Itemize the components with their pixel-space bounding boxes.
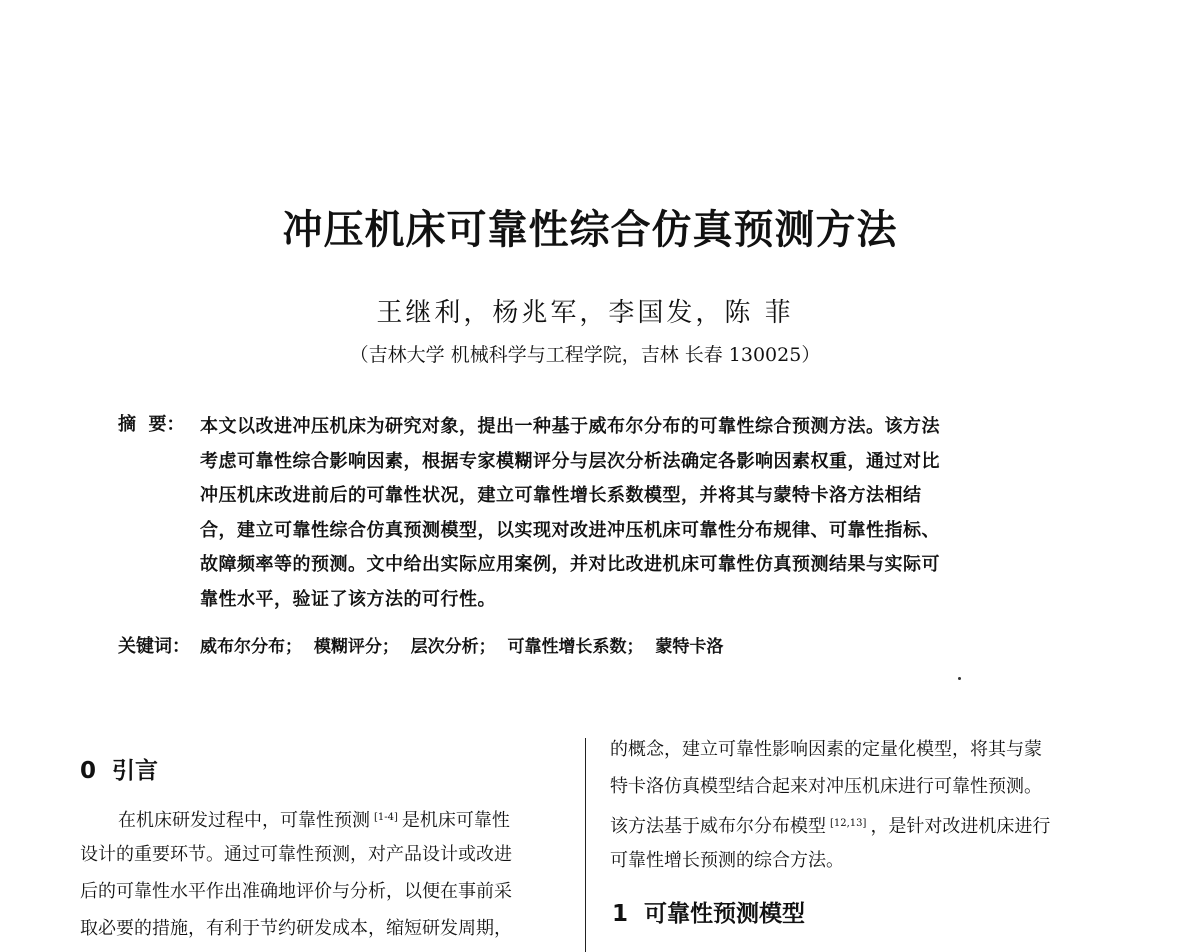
text-run: 是机床可靠性	[401, 810, 510, 831]
right-column-body	[610, 731, 1110, 879]
body-line: 后的可靠性水平作出准确地评价与分析，以便在事前采	[80, 881, 512, 902]
body-line	[80, 799, 570, 836]
body-line: 特卡洛仿真模型结合起来对冲压机床进行可靠性预测。	[610, 776, 1042, 797]
body-line: 的概念，建立可靠性影响因素的定量化模型，将其与蒙	[610, 739, 1042, 760]
body-line: 取必要的措施，有利于节约研发成本，缩短研发周期，	[80, 918, 512, 939]
text-run: 该方法基于威布尔分布模型	[610, 816, 826, 837]
section-heading-model: 1 可靠性预测模型	[612, 901, 806, 927]
section-heading-introduction: 0 引言	[80, 758, 159, 784]
author-list: 王继利，杨兆军，李国发，陈 菲	[376, 298, 794, 328]
abstract-label: 摘 要：	[118, 414, 185, 435]
body-line: 设计的重要环节。通过可靠性预测，对产品设计或改进	[80, 844, 512, 865]
abstract-line: 本文以改进冲压机床为研究对象，提出一种基于威布尔分布的可靠性综合预测方法。该方法	[200, 416, 940, 437]
abstract-line: 合，建立可靠性综合仿真预测模型，以实现对改进冲压机床可靠性分布规律、可靠性指标、	[200, 519, 940, 541]
affiliation: （吉林大学 机械科学与工程学院，吉林 长春 130025）	[349, 344, 821, 366]
citation-ref: [12,13]	[830, 818, 867, 829]
text-run: 在机床研发过程中，可靠性预测	[118, 810, 370, 831]
abstract-line: 靠性水平，验证了该方法的可行性。	[200, 588, 496, 610]
keywords-text: 威布尔分布； 模糊评分； 层次分析； 可靠性增长系数； 蒙特卡洛	[200, 637, 724, 657]
abstract-line: 考虑可靠性综合影响因素，根据专家模糊评分与层次分析法确定各影响因素权重，通过对比	[200, 450, 940, 472]
paper-title: 冲压机床可靠性综合仿真预测方法	[282, 207, 898, 253]
keywords-label: 关键词：	[118, 636, 190, 657]
abstract-body	[200, 410, 1070, 618]
text-run: ，是针对改进机床进行	[870, 816, 1051, 837]
abstract-line: 故障频率等的预测。文中给出实际应用案例，并对比改进机床可靠性仿真预测结果与实际可	[200, 554, 940, 576]
body-line: 可靠性增长预测的综合方法。	[610, 850, 844, 871]
abstract-line: 冲压机床改进前后的可靠性状况，建立可靠性增长系数模型，并将其与蒙特卡洛方法相结	[200, 485, 922, 507]
scan-speck	[958, 677, 961, 680]
body-line	[610, 805, 1110, 842]
left-column-body	[80, 799, 570, 947]
column-divider	[585, 738, 586, 952]
citation-ref: [1-4]	[374, 812, 398, 823]
